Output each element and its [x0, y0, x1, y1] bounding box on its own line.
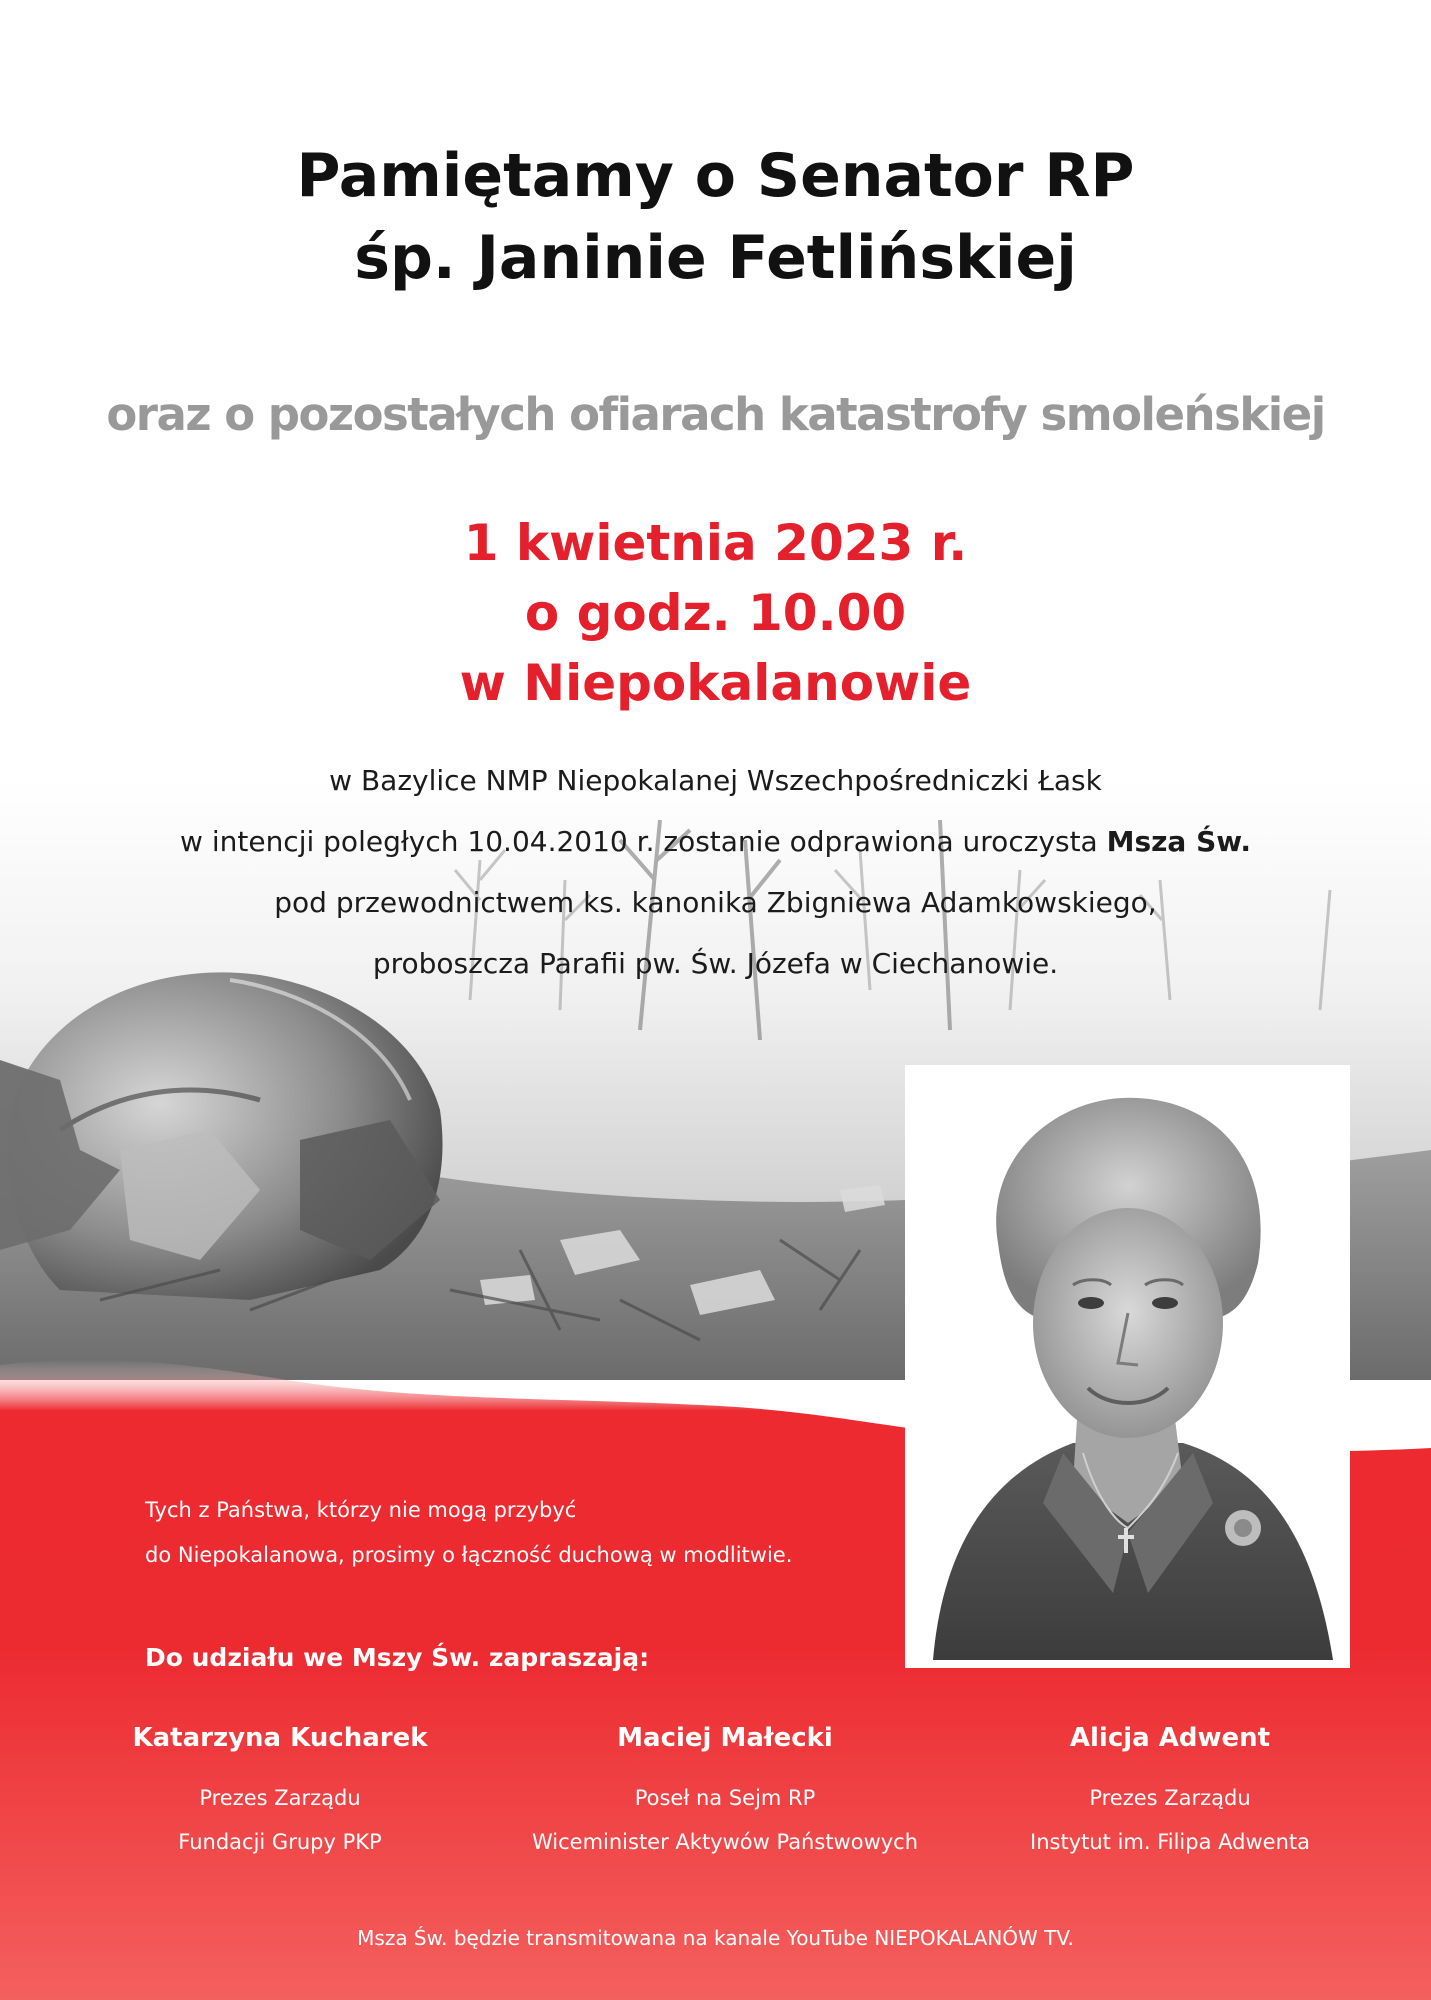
host-role-line-2: Wiceminister Aktywów Państwowych: [531, 1830, 919, 1854]
title-line-1: Pamiętamy o Senator RP: [296, 141, 1135, 211]
host-item: [970, 1718, 1370, 1864]
host-name: Alicja Adwent: [1069, 1723, 1271, 1753]
desc-line-4: proboszcza Parafii pw. Św. Józefa w Ciechanowie.: [372, 947, 1059, 980]
desc-line-2: [0, 811, 1431, 872]
event-date: 1 kwietnia 2023 r.: [463, 514, 968, 572]
senator-portrait: [905, 1065, 1350, 1668]
event-details: [0, 508, 1431, 718]
host-item: [525, 1718, 925, 1864]
host-role: [80, 1776, 480, 1864]
host-name: Maciej Małecki: [617, 1723, 833, 1753]
mass-description: [0, 750, 1431, 994]
host-role-line-2: Fundacji Grupy PKP: [178, 1830, 382, 1854]
desc-line-1: w Bazylice NMP Niepokalanej Wszechpośredniczki Łask: [329, 764, 1102, 797]
host-role-line-1: Poseł na Sejm RP: [634, 1786, 816, 1810]
event-time: o godz. 10.00: [524, 584, 907, 642]
hosts-list: [80, 1718, 1370, 1864]
host-role-line-1: Prezes Zarządu: [199, 1786, 361, 1810]
broadcast-footer: Msza Św. będzie transmitowana na kanale YouTube NIEPOKALANÓW TV.: [357, 1926, 1074, 1950]
portrait-photo: [913, 1073, 1342, 1660]
notice-line-2: do Niepokalanowa, prosimy o łączność duchową w modlitwie.: [145, 1543, 793, 1567]
host-role: [970, 1776, 1370, 1864]
desc-line-2-text: w intencji poległych 10.04.2010 r. zostanie odprawiona uroczysta: [180, 825, 1107, 858]
title-line-2: śp. Janinie Fetlińskiej: [354, 223, 1077, 293]
desc-line-3: pod przewodnictwem ks. kanonika Zbigniewa Adamkowskiego,: [274, 886, 1157, 919]
desc-line-2-bold: Msza Św.: [1106, 825, 1251, 858]
event-place: w Niepokalanowie: [459, 654, 972, 712]
host-role-line-1: Prezes Zarządu: [1089, 1786, 1251, 1810]
host-role: [525, 1776, 925, 1864]
host-role-line-2: Instytut im. Filipa Adwenta: [1030, 1830, 1310, 1854]
notice-line-1: Tych z Państwa, którzy nie mogą przybyć: [145, 1498, 577, 1522]
prayer-notice: [145, 1488, 905, 1578]
invite-heading: Do udziału we Mszy Św. zapraszają:: [145, 1643, 650, 1672]
host-item: [80, 1718, 480, 1864]
page-title: [0, 135, 1431, 299]
host-name: Katarzyna Kucharek: [132, 1723, 428, 1753]
subtitle: oraz o pozostałych ofiarach katastrofy smoleńskiej: [106, 388, 1325, 441]
